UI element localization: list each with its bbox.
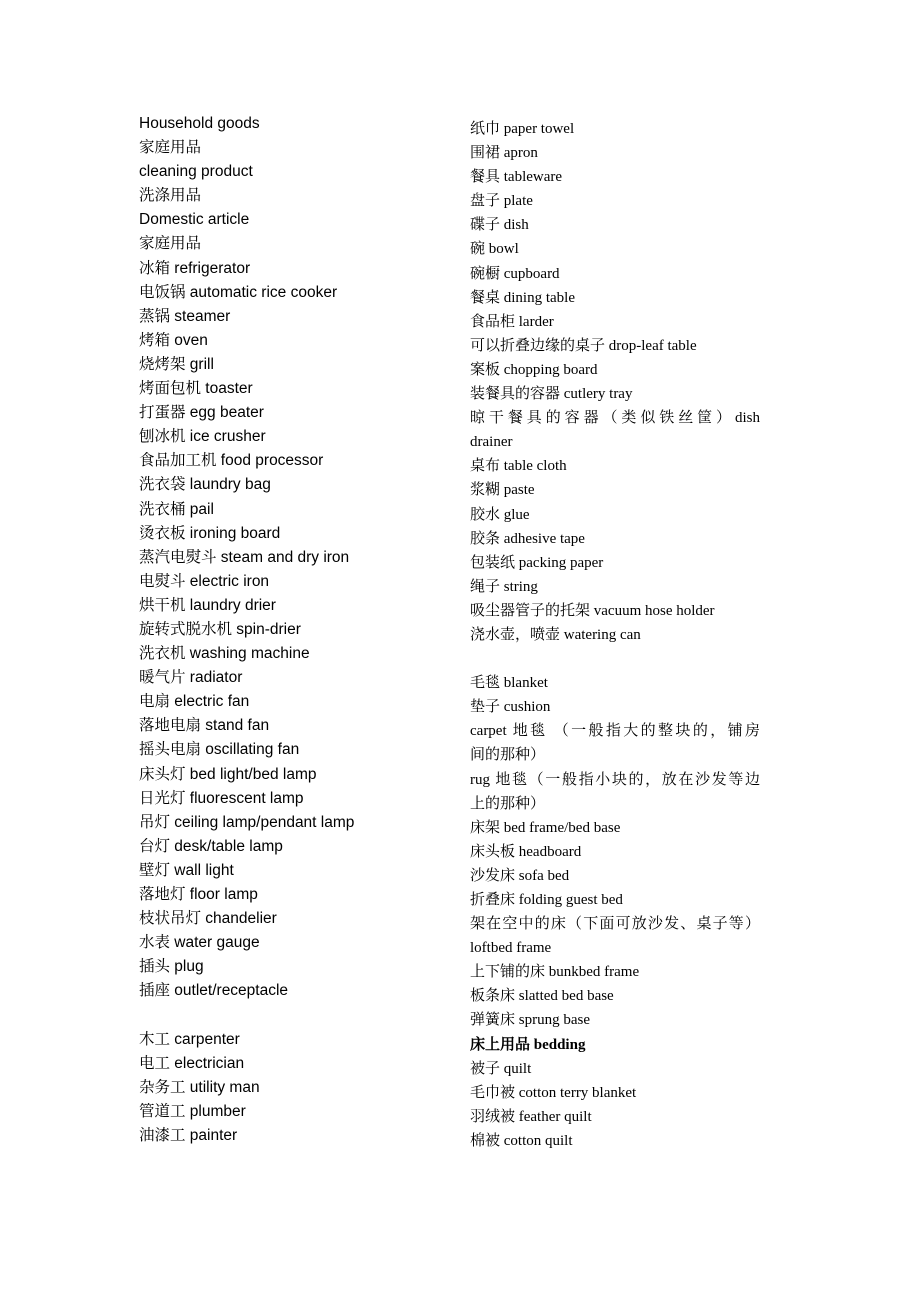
list-item: rug 地毯（一般指小块的，放在沙发等边 — [470, 771, 760, 788]
list-item: 沙发床 sofa bed — [470, 867, 570, 884]
list-item: 烤面包机 toaster — [139, 380, 253, 398]
list-item: 上的那种） — [470, 795, 546, 812]
list-item: 毛毯 blanket — [470, 675, 548, 692]
blank-line — [139, 1003, 459, 1027]
list-item: 碗 bowl — [470, 241, 519, 258]
list-item: 电饭锅 automatic rice cooker — [139, 283, 338, 301]
list-item: 洗衣袋 laundry bag — [139, 476, 271, 494]
list-item: 暖气片 radiator — [139, 669, 243, 687]
list-item: 可以折叠边缘的桌子 drop-leaf table — [470, 337, 697, 354]
list-item: 壁灯 wall light — [139, 861, 234, 879]
list-item: Domestic article — [139, 211, 250, 229]
list-item: 架在空中的床（下面可放沙发、桌子等） — [470, 916, 760, 933]
list-item: 插头 plug — [139, 958, 204, 976]
list-item: 食品柜 larder — [470, 313, 554, 330]
list-item: drainer — [470, 434, 513, 451]
list-item: 烫衣板 ironing board — [139, 524, 281, 542]
left-column — [139, 112, 459, 1148]
list-item: 烤箱 oven — [139, 331, 208, 349]
list-item: 油漆工 painter — [139, 1126, 238, 1144]
list-item: 床头板 headboard — [470, 843, 582, 860]
list-item: 蒸汽电熨斗 steam and dry iron — [139, 548, 350, 566]
list-item: 枝状吊灯 chandelier — [139, 910, 277, 928]
list-item: 盘子 plate — [470, 193, 533, 210]
list-item: carpet 地毯 （一般指大的整块的，铺房 — [470, 723, 760, 740]
list-item: 桌布 table cloth — [470, 458, 567, 475]
list-item: 棉被 cotton quilt — [470, 1132, 573, 1149]
list-item: 包装纸 packing paper — [470, 554, 604, 571]
blank-line — [470, 647, 760, 671]
list-item: 电扇 electric fan — [139, 693, 250, 711]
list-item: 洗衣机 washing machine — [139, 645, 310, 663]
list-item: 落地电扇 stand fan — [139, 717, 270, 735]
list-item: 床头灯 bed light/bed lamp — [139, 765, 317, 783]
list-item: 垫子 cushion — [470, 699, 551, 716]
list-item: 日光灯 fluorescent lamp — [139, 789, 304, 807]
list-item: 碟子 dish — [470, 217, 529, 234]
list-item: 装餐具的容器 cutlery tray — [470, 386, 633, 403]
list-item: 胶水 glue — [470, 506, 530, 523]
list-item: 被子 quilt — [470, 1060, 532, 1077]
list-item: 蒸锅 steamer — [139, 307, 231, 325]
list-item: 烘干机 laundry drier — [139, 596, 276, 614]
list-item: loftbed frame — [470, 940, 552, 957]
list-item: 间的那种） — [470, 747, 546, 764]
list-item: 餐桌 dining table — [470, 289, 575, 306]
list-item: 胶条 adhesive tape — [470, 530, 585, 547]
list-item: 纸巾 paper towel — [470, 121, 575, 137]
list-item: 羽绒被 feather quilt — [470, 1108, 592, 1125]
list-item: 烧烤架 grill — [139, 355, 214, 373]
list-item: 电工 electrician — [139, 1054, 245, 1072]
list-item: 家庭用品 — [139, 235, 202, 253]
list-item: 浆糊 paste — [470, 482, 535, 499]
list-item: 刨冰机 ice crusher — [139, 428, 266, 446]
list-item: 打蛋器 egg beater — [139, 404, 264, 422]
list-item: 木工 carpenter — [139, 1030, 240, 1048]
list-item: 吊灯 ceiling lamp/pendant lamp — [139, 813, 355, 831]
list-item: Household goods — [139, 115, 260, 132]
list-item: 洗涤用品 — [139, 187, 202, 205]
list-item: 摇头电扇 oscillating fan — [139, 741, 300, 759]
list-item: 餐具 tableware — [470, 169, 563, 186]
list-item: 碗橱 cupboard — [470, 265, 560, 282]
list-item: 弹簧床 sprung base — [470, 1012, 590, 1029]
list-item: 围裙 apron — [470, 145, 538, 162]
section-heading: 床上用品 bedding — [470, 1036, 586, 1053]
list-item: 吸尘器管子的托架 vacuum hose holder — [470, 602, 715, 619]
list-item: 毛巾被 cotton terry blanket — [470, 1084, 637, 1101]
list-item: 食品加工机 food processor — [139, 452, 324, 470]
list-item: 绳子 string — [470, 578, 538, 595]
list-item: 浇水壶，喷壶 watering can — [470, 626, 641, 643]
list-item: 冰箱 refrigerator — [139, 259, 251, 277]
list-item: 台灯 desk/table lamp — [139, 837, 283, 855]
list-item: 洗衣桶 pail — [139, 500, 214, 518]
list-item: 落地灯 floor lamp — [139, 886, 258, 903]
list-item: cleaning product — [139, 163, 253, 181]
list-item: 杂务工 utility man — [139, 1078, 260, 1096]
list-item: 旋转式脱水机 spin-drier — [139, 620, 301, 638]
list-item: 折叠床 folding guest bed — [470, 892, 623, 908]
list-item: 上下铺的床 bunkbed frame — [470, 964, 640, 981]
list-item: 晾干餐具的容器（类似铁丝筐）dish — [470, 410, 760, 427]
list-item: 管道工 plumber — [139, 1102, 246, 1120]
list-item: 电熨斗 electric iron — [139, 572, 270, 590]
list-item: 床架 bed frame/bed base — [470, 819, 621, 836]
right-column — [470, 117, 760, 1153]
list-item: 插座 outlet/receptacle — [139, 982, 289, 1000]
list-item: 案板 chopping board — [470, 361, 598, 378]
list-item: 家庭用品 — [139, 139, 202, 157]
list-item: 水表 water gauge — [139, 934, 260, 952]
list-item: 板条床 slatted bed base — [470, 988, 614, 1005]
